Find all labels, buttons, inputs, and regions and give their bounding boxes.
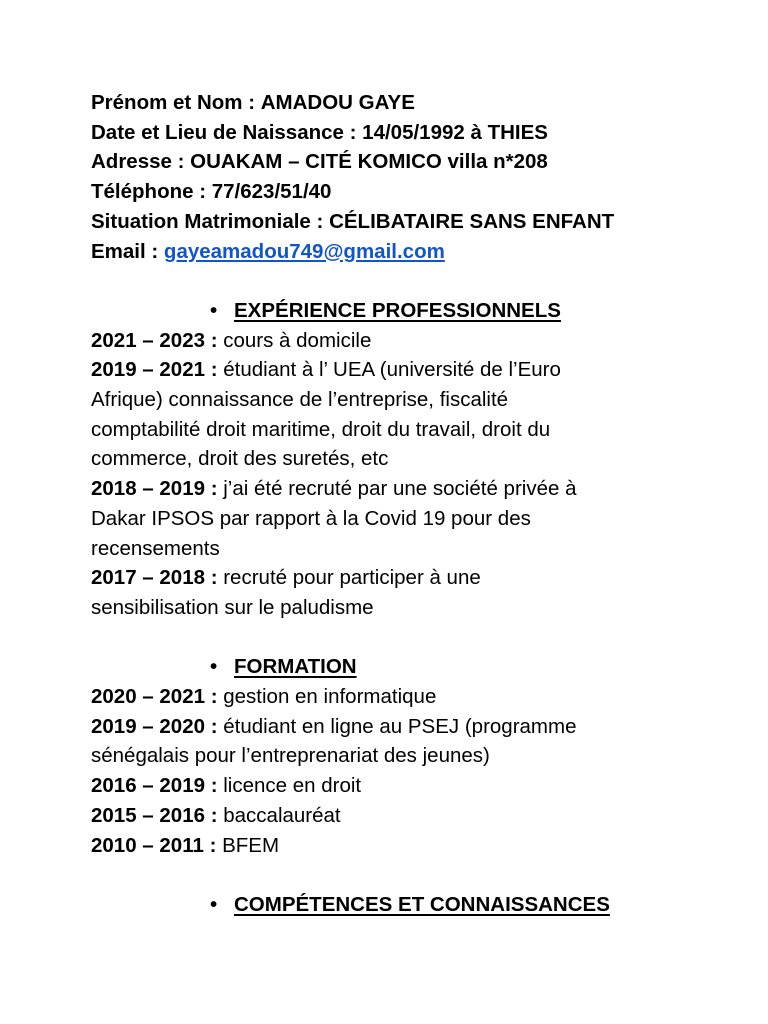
entry-text: cours à domicile: [223, 328, 372, 352]
entry-continuation: sénégalais pour l’entreprenariat des jeunes): [91, 744, 490, 768]
entry-period: 2019 – 2021 :: [91, 358, 218, 382]
entry-period: 2018 – 2019 :: [91, 477, 218, 501]
entry-continuation: recensements: [91, 536, 220, 560]
formation-heading-text: FORMATION: [234, 655, 357, 679]
competences-heading: [91, 890, 691, 920]
entry-period: 2020 – 2021 :: [91, 685, 218, 709]
entry-period: 2019 – 2020 :: [91, 714, 218, 738]
formation-entry: [91, 682, 691, 712]
entry-text: recruté pour participer à une: [223, 566, 481, 590]
entry-continuation: sensibilisation sur le paludisme: [91, 595, 374, 619]
bullet-icon: •: [210, 298, 218, 322]
spacer: [91, 266, 691, 296]
email-link[interactable]: gayeamadou749@gmail.com: [163, 239, 445, 263]
entry-continuation: comptabilité droit maritime, droit du travail, droit du: [91, 417, 551, 441]
formation-entry: [91, 801, 691, 831]
address-line: [91, 147, 691, 177]
phone-line: [91, 177, 691, 207]
spacer: [91, 860, 691, 890]
entry-text: licence en droit: [223, 774, 362, 798]
experience-entry: [91, 326, 691, 356]
entry-continuation: Afrique) connaissance de l’entreprise, fiscalité: [91, 388, 509, 412]
email-line: [91, 237, 691, 267]
entry-period: 2016 – 2019 :: [91, 774, 218, 798]
entry-continuation: Dakar IPSOS par rapport à la Covid 19 pour des: [91, 506, 531, 530]
experience-entry: [91, 563, 691, 593]
entry-text: gestion en informatique: [223, 685, 437, 709]
entry-period: 2015 – 2016 :: [91, 803, 218, 827]
birth-line: [91, 118, 691, 148]
address-label: Adresse :: [91, 150, 185, 174]
address-value: OUAKAM – CITÉ KOMICO villa n*208: [190, 150, 548, 174]
experience-heading: [91, 296, 691, 326]
entry-text: baccalauréat: [223, 803, 341, 827]
entry-period: 2010 – 2011 :: [91, 833, 217, 857]
entry-text: j’ai été recruté par une société privée à: [223, 477, 577, 501]
spacer: [91, 623, 691, 653]
entry-text: étudiant à l’ UEA (université de l’Euro: [223, 358, 561, 382]
entry-period: 2017 – 2018 :: [91, 566, 218, 590]
name-value: AMADOU GAYE: [260, 91, 415, 114]
entry-period: 2021 – 2023 :: [91, 328, 218, 352]
entry-text: BFEM: [222, 833, 280, 857]
name-line: [91, 88, 691, 118]
birth-label: Date et Lieu de Naissance :: [91, 120, 357, 144]
name-label: Prénom et Nom :: [91, 91, 256, 114]
email-label: Email :: [91, 239, 159, 263]
cv-content: [91, 88, 691, 920]
formation-entry: [91, 831, 691, 861]
formation-entry: [91, 771, 691, 801]
experience-heading-text: EXPÉRIENCE PROFESSIONNELS: [234, 298, 561, 322]
entry-continuation: commerce, droit des suretés, etc: [91, 447, 389, 471]
phone-label: Téléphone :: [91, 180, 207, 204]
competences-heading-text: COMPÉTENCES ET CONNAISSANCES: [234, 892, 610, 916]
bullet-icon: •: [210, 655, 218, 679]
birth-value: 14/05/1992 à THIES: [362, 120, 548, 144]
formation-heading: [91, 652, 691, 682]
entry-text: étudiant en ligne au PSEJ (programme: [223, 714, 577, 738]
marital-label: Situation Matrimoniale :: [91, 209, 324, 233]
bullet-icon: •: [210, 892, 218, 916]
experience-entry: [91, 355, 691, 385]
marital-line: [91, 207, 691, 237]
marital-value: CÉLIBATAIRE SANS ENFANT: [329, 209, 615, 233]
phone-value: 77/623/51/40: [211, 180, 332, 204]
formation-entry: [91, 712, 691, 742]
experience-entry: [91, 474, 691, 504]
